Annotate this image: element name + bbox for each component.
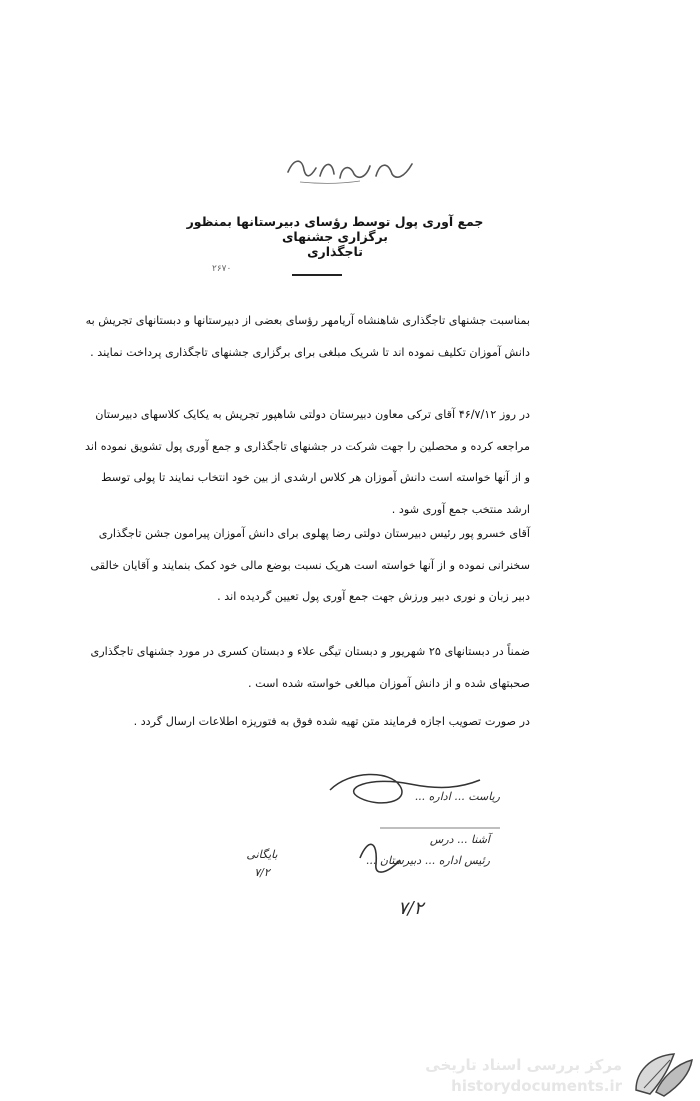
signature-line-3: رئیس اداره ... دبیرستان ... — [365, 854, 490, 867]
signature-date: ۷/۲ — [398, 898, 424, 919]
title-underline — [292, 274, 342, 276]
paragraph-2: در روز ۴۶/۷/۱۲ آقای ترکی معاون دبیرستان دولتی شاهپور تجریش به یکایک کلاسهای دبیرستان مراجعه کرده و محصلین را جهت شرکت در جشنهای تاجگذاری و جمع آوری پول تشویق نموده اند و از آنها خواسته است دانش آموزان هر کلاس ارشدی از بین خود انتخاب نمایند تا پولی توسط ارشد منتخب جمع آوری شود . — [85, 408, 530, 516]
margin-date: ۷/۲ — [254, 866, 270, 879]
paragraph-3: آقای خسرو پور رئیس دبیرستان دولتی رضا پهلوی برای دانش آموزان پیرامون جشن تاجگذاری سخنرانی نموده و از آنها خواسته است هریک نسبت بوضع مالی خود کمک بنمایند و آقایان خالقی دبیر زبان و نوری دبیر ورزش جهت جمع آوری پول تعیین گردیده اند . — [90, 527, 530, 603]
watermark — [400, 1050, 700, 1101]
small-stamp: ۲۶۷۰ — [212, 264, 232, 274]
document-title: جمع آوری پول توسط رؤسای دبیرستانها بمنظور برگزاری جشنهای — [186, 214, 484, 244]
classification-handwriting — [280, 148, 420, 188]
paragraph-4: ضمناً در دبستانهای ۲۵ شهریور و دبستان تیگی علاء و دبستان کسری در مورد جشنهای تاجگذاری صحبتهای شده و از دانش آموزان مبالغی خواسته شده است . — [90, 645, 530, 690]
watermark-url: historydocuments.ir — [451, 1077, 622, 1095]
signature-line-2: آشنا ... درس — [429, 833, 490, 846]
watermark-title: مرکز بررسی اسناد تاریخی — [425, 1056, 622, 1074]
paragraph-1: بمناسبت جشنهای تاجگذاری شاهنشاه آریامهر رؤسای بعضی از دبیرستانها و دبستانهای تجریش به دانش آموزان تکلیف نموده اند تا شریک مبلغی برای برگزاری جشنهای تاجگذاری پرداخت نمایند . — [85, 314, 530, 359]
signature-line-1: ریاست ... اداره ... — [414, 790, 500, 803]
signature-scribble — [320, 768, 520, 888]
document-title-line2: تاجگذاری — [307, 244, 363, 259]
margin-note: بایگانی — [246, 848, 278, 861]
book-quill-logo-icon — [630, 1050, 698, 1098]
paragraph-5: در صورت تصویب اجازه فرمایند متن تهیه شده فوق به فتوریزه اطلاعات ارسال گردد . — [133, 715, 530, 728]
